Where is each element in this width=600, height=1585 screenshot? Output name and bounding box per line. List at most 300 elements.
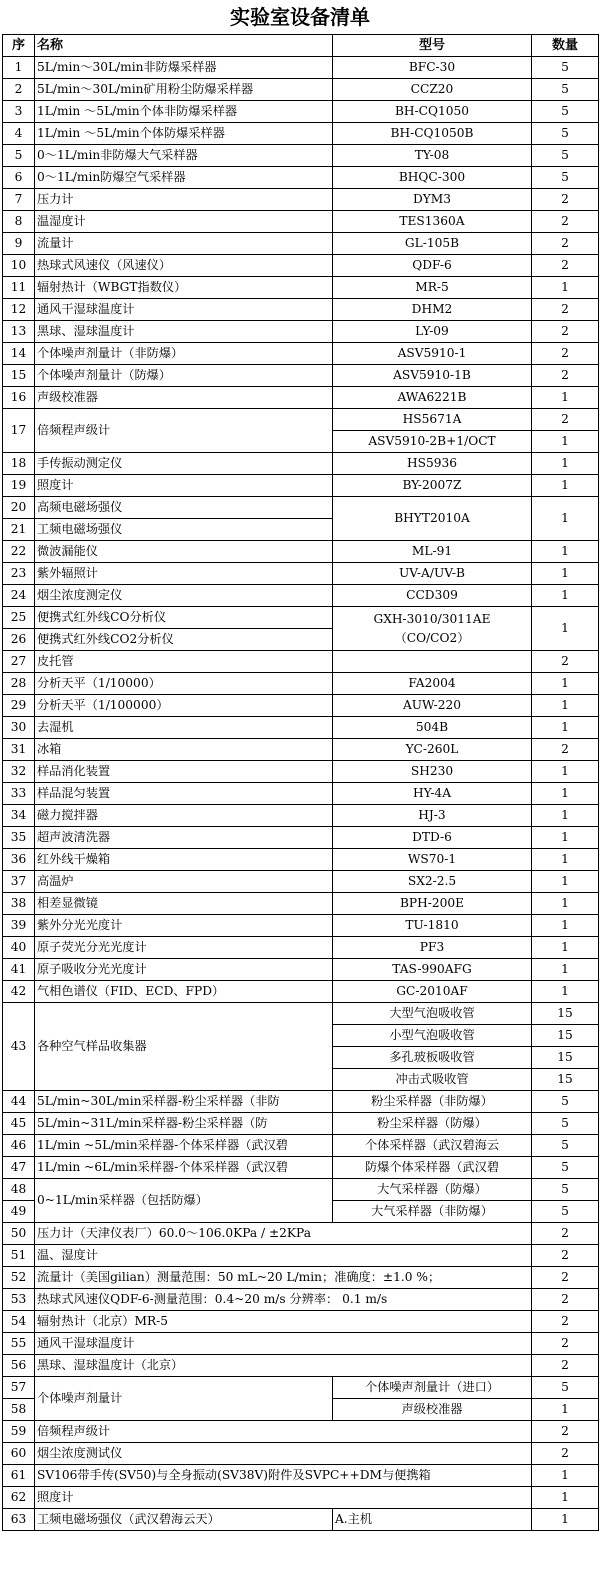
row-no: 10 xyxy=(3,255,35,277)
table-row xyxy=(3,739,599,761)
row-name: 流量计（美国gilian）测量范围：50 mL~20 L/min；准确度：±1.0 %； xyxy=(35,1267,532,1289)
table-row xyxy=(3,145,599,167)
table-row xyxy=(3,1421,599,1443)
table-row xyxy=(3,1289,599,1311)
row-qty: 2 xyxy=(532,1333,599,1355)
row-qty: 2 xyxy=(532,299,599,321)
row-model: UV-A/UV-B xyxy=(333,563,532,585)
row-qty: 15 xyxy=(532,1025,599,1047)
row-name: SV106带手传(SV50)与全身振动(SV38V)附件及SVPC++DM与便携箱 xyxy=(35,1465,532,1487)
table-row xyxy=(3,893,599,915)
row-model: 大型气泡吸收管 xyxy=(333,1003,532,1025)
row-qty: 2 xyxy=(532,1311,599,1333)
table-row xyxy=(3,1113,599,1135)
row-model: QDF-6 xyxy=(333,255,532,277)
table-row xyxy=(3,1179,599,1201)
row-no: 22 xyxy=(3,541,35,563)
row-name: 紫外辐照计 xyxy=(35,563,333,585)
row-name: 原子荧光分光光度计 xyxy=(35,937,333,959)
table-row xyxy=(3,343,599,365)
row-qty: 5 xyxy=(532,101,599,123)
row-no: 59 xyxy=(3,1421,35,1443)
row-model: 多孔玻板吸收管 xyxy=(333,1047,532,1069)
row-qty: 1 xyxy=(532,717,599,739)
row-no: 37 xyxy=(3,871,35,893)
row-name: 高温炉 xyxy=(35,871,333,893)
row-name: 便携式红外线CO分析仪 xyxy=(35,607,333,629)
row-model: GC-2010AF xyxy=(333,981,532,1003)
row-qty: 5 xyxy=(532,79,599,101)
row-name: 通风干湿球温度计 xyxy=(35,299,333,321)
row-model: A.主机 xyxy=(333,1509,532,1531)
table-row xyxy=(3,123,599,145)
row-name: 0～1L/min非防爆大气采样器 xyxy=(35,145,333,167)
row-name: 皮托管 xyxy=(35,651,333,673)
row-no: 49 xyxy=(3,1201,35,1223)
row-qty: 1 xyxy=(532,893,599,915)
table-row xyxy=(3,1135,599,1157)
row-name: 声级校准器 xyxy=(35,387,333,409)
row-name: 压力计 xyxy=(35,189,333,211)
row-model: 粉尘采样器（防爆） xyxy=(333,1113,532,1135)
row-name: 样品消化装置 xyxy=(35,761,333,783)
row-no: 53 xyxy=(3,1289,35,1311)
row-name: 超声波清洗器 xyxy=(35,827,333,849)
table-row xyxy=(3,563,599,585)
row-name: 紫外分光光度计 xyxy=(35,915,333,937)
row-no: 48 xyxy=(3,1179,35,1201)
row-qty: 1 xyxy=(532,915,599,937)
row-name: 1L/min ～5L/min个体非防爆采样器 xyxy=(35,101,333,123)
row-qty: 1 xyxy=(532,1399,599,1421)
row-qty: 5 xyxy=(532,1179,599,1201)
row-no: 44 xyxy=(3,1091,35,1113)
row-model: MR-5 xyxy=(333,277,532,299)
row-no: 26 xyxy=(3,629,35,651)
row-no: 23 xyxy=(3,563,35,585)
row-model: ASV5910-1 xyxy=(333,343,532,365)
table-row xyxy=(3,365,599,387)
table-row xyxy=(3,255,599,277)
row-qty: 1 xyxy=(532,607,599,651)
row-qty: 1 xyxy=(532,673,599,695)
row-no: 52 xyxy=(3,1267,35,1289)
row-qty: 5 xyxy=(532,1377,599,1399)
table-row xyxy=(3,1487,599,1509)
row-no: 51 xyxy=(3,1245,35,1267)
row-no: 43 xyxy=(3,1003,35,1091)
row-qty: 2 xyxy=(532,1223,599,1245)
row-qty: 2 xyxy=(532,1289,599,1311)
row-qty: 2 xyxy=(532,189,599,211)
table-row xyxy=(3,79,599,101)
table-row xyxy=(3,827,599,849)
row-model: 粉尘采样器（非防爆） xyxy=(333,1091,532,1113)
row-no: 62 xyxy=(3,1487,35,1509)
row-qty: 1 xyxy=(532,475,599,497)
row-no: 39 xyxy=(3,915,35,937)
table-row xyxy=(3,585,599,607)
row-no: 35 xyxy=(3,827,35,849)
row-qty: 1 xyxy=(532,827,599,849)
row-name: 黑球、湿球温度计 xyxy=(35,321,333,343)
row-model: DHM2 xyxy=(333,299,532,321)
row-no: 33 xyxy=(3,783,35,805)
row-model: 504B xyxy=(333,717,532,739)
row-name: 照度计 xyxy=(35,475,333,497)
row-model: 个体采样器（武汉碧海云 xyxy=(333,1135,532,1157)
row-qty: 2 xyxy=(532,211,599,233)
table-row xyxy=(3,1267,599,1289)
row-model: 个体噪声剂量计（进口） xyxy=(333,1377,532,1399)
row-no: 50 xyxy=(3,1223,35,1245)
row-name: 分析天平（1/10000） xyxy=(35,673,333,695)
row-qty: 2 xyxy=(532,233,599,255)
row-no: 31 xyxy=(3,739,35,761)
row-no: 29 xyxy=(3,695,35,717)
row-no: 40 xyxy=(3,937,35,959)
table-row xyxy=(3,541,599,563)
table-row xyxy=(3,1443,599,1465)
row-name: 辐射热计（WBGT指数仪） xyxy=(35,277,333,299)
row-model: SH230 xyxy=(333,761,532,783)
table-row xyxy=(3,1223,599,1245)
row-no: 14 xyxy=(3,343,35,365)
table-row xyxy=(3,761,599,783)
row-no: 17 xyxy=(3,409,35,453)
table-row xyxy=(3,959,599,981)
row-name: 便携式红外线CO2分析仪 xyxy=(35,629,333,651)
row-qty: 1 xyxy=(532,937,599,959)
row-no: 38 xyxy=(3,893,35,915)
row-name: 冰箱 xyxy=(35,739,333,761)
row-name: 1L/min ~6L/min采样器-个体采样器（武汉碧 xyxy=(35,1157,333,1179)
row-name: 去湿机 xyxy=(35,717,333,739)
row-model: BY-2007Z xyxy=(333,475,532,497)
row-no: 60 xyxy=(3,1443,35,1465)
table-row xyxy=(3,233,599,255)
table-row xyxy=(3,871,599,893)
row-qty: 1 xyxy=(532,1465,599,1487)
table-row xyxy=(3,1355,599,1377)
row-name: 微波漏能仪 xyxy=(35,541,333,563)
row-model: TY-08 xyxy=(333,145,532,167)
row-name: 分析天平（1/100000） xyxy=(35,695,333,717)
table-row xyxy=(3,783,599,805)
row-no: 56 xyxy=(3,1355,35,1377)
row-no: 19 xyxy=(3,475,35,497)
row-no: 5 xyxy=(3,145,35,167)
row-no: 42 xyxy=(3,981,35,1003)
row-model: SX2-2.5 xyxy=(333,871,532,893)
row-name: 个体噪声剂量计（非防爆） xyxy=(35,343,333,365)
row-qty: 1 xyxy=(532,541,599,563)
row-model: 冲击式吸收管 xyxy=(333,1069,532,1091)
row-name: 照度计 xyxy=(35,1487,532,1509)
row-qty: 5 xyxy=(532,123,599,145)
row-qty: 1 xyxy=(532,1509,599,1531)
row-no: 15 xyxy=(3,365,35,387)
row-qty: 2 xyxy=(532,1443,599,1465)
table-row xyxy=(3,849,599,871)
row-qty: 2 xyxy=(532,409,599,431)
row-no: 45 xyxy=(3,1113,35,1135)
header-model: 型号 xyxy=(333,35,532,57)
row-model-line: （CO/CO2） xyxy=(394,630,470,645)
row-no: 7 xyxy=(3,189,35,211)
row-no: 20 xyxy=(3,497,35,519)
row-qty: 1 xyxy=(532,277,599,299)
row-name: 5L/min～30L/min非防爆采样器 xyxy=(35,57,333,79)
row-qty: 5 xyxy=(532,1091,599,1113)
row-qty: 5 xyxy=(532,167,599,189)
row-model: HS5671A xyxy=(333,409,532,431)
row-qty: 5 xyxy=(532,145,599,167)
table-row xyxy=(3,1003,599,1025)
table-row xyxy=(3,1157,599,1179)
row-no: 30 xyxy=(3,717,35,739)
row-no: 3 xyxy=(3,101,35,123)
row-name: 流量计 xyxy=(35,233,333,255)
row-name: 个体噪声剂量计 xyxy=(35,1377,333,1421)
table-row xyxy=(3,1091,599,1113)
row-name: 0~1L/min采样器（包括防爆） xyxy=(35,1179,333,1223)
row-model xyxy=(333,651,532,673)
row-qty: 5 xyxy=(532,1113,599,1135)
row-no: 24 xyxy=(3,585,35,607)
row-no: 18 xyxy=(3,453,35,475)
table-row xyxy=(3,673,599,695)
row-model: HS5936 xyxy=(333,453,532,475)
row-qty: 2 xyxy=(532,1267,599,1289)
row-qty: 2 xyxy=(532,343,599,365)
table-row xyxy=(3,607,599,629)
table-row xyxy=(3,101,599,123)
row-no: 46 xyxy=(3,1135,35,1157)
row-no: 9 xyxy=(3,233,35,255)
row-model: TU-1810 xyxy=(333,915,532,937)
table-row xyxy=(3,1311,599,1333)
table-row xyxy=(3,299,599,321)
row-no: 58 xyxy=(3,1399,35,1421)
row-model: BH-CQ1050B xyxy=(333,123,532,145)
row-no: 63 xyxy=(3,1509,35,1531)
table-row xyxy=(3,1377,599,1399)
row-no: 6 xyxy=(3,167,35,189)
row-name: 磁力搅拌器 xyxy=(35,805,333,827)
row-qty: 2 xyxy=(532,1355,599,1377)
table-row xyxy=(3,321,599,343)
row-model: BH-CQ1050 xyxy=(333,101,532,123)
header-qty: 数量 xyxy=(532,35,599,57)
row-qty: 5 xyxy=(532,1135,599,1157)
table-row xyxy=(3,189,599,211)
row-no: 8 xyxy=(3,211,35,233)
row-model: PF3 xyxy=(333,937,532,959)
row-model xyxy=(333,607,532,651)
row-model: BHYT2010A xyxy=(333,497,532,541)
row-qty: 1 xyxy=(532,783,599,805)
row-name: 1L/min ～5L/min个体防爆采样器 xyxy=(35,123,333,145)
row-qty: 1 xyxy=(532,871,599,893)
row-name: 热球式风速仪QDF-6-测量范围：0.4~20 m/s 分辨率： 0.1 m/s xyxy=(35,1289,532,1311)
row-name: 5L/min~30L/min采样器-粉尘采样器（非防 xyxy=(35,1091,333,1113)
row-name: 热球式风速仪（风速仪） xyxy=(35,255,333,277)
row-qty: 5 xyxy=(532,57,599,79)
row-no: 16 xyxy=(3,387,35,409)
row-no: 34 xyxy=(3,805,35,827)
table-row xyxy=(3,651,599,673)
row-no: 11 xyxy=(3,277,35,299)
row-no: 27 xyxy=(3,651,35,673)
row-qty: 2 xyxy=(532,365,599,387)
row-no: 13 xyxy=(3,321,35,343)
table-row xyxy=(3,937,599,959)
row-no: 57 xyxy=(3,1377,35,1399)
row-model: WS70-1 xyxy=(333,849,532,871)
row-no: 55 xyxy=(3,1333,35,1355)
row-model: CCD309 xyxy=(333,585,532,607)
row-model: AWA6221B xyxy=(333,387,532,409)
row-qty: 5 xyxy=(532,1157,599,1179)
row-model: DYM3 xyxy=(333,189,532,211)
row-model: 大气采样器（非防爆） xyxy=(333,1201,532,1223)
row-model: AUW-220 xyxy=(333,695,532,717)
row-name: 倍频程声级计 xyxy=(35,1421,532,1443)
row-model: ASV5910-1B xyxy=(333,365,532,387)
row-qty: 2 xyxy=(532,651,599,673)
row-model: 大气采样器（防爆） xyxy=(333,1179,532,1201)
row-model: BHQC-300 xyxy=(333,167,532,189)
row-qty: 2 xyxy=(532,1245,599,1267)
row-no: 25 xyxy=(3,607,35,629)
row-model: TAS-990AFG xyxy=(333,959,532,981)
row-no: 21 xyxy=(3,519,35,541)
table-row xyxy=(3,1509,599,1531)
row-name: 通风干湿球温度计 xyxy=(35,1333,532,1355)
row-name: 1L/min ~5L/min采样器-个体采样器（武汉碧 xyxy=(35,1135,333,1157)
table-row xyxy=(3,717,599,739)
row-name: 高频电磁场强仪 xyxy=(35,497,333,519)
row-name: 手传振动测定仪 xyxy=(35,453,333,475)
row-no: 41 xyxy=(3,959,35,981)
row-qty: 1 xyxy=(532,805,599,827)
table-row xyxy=(3,475,599,497)
table-row xyxy=(3,981,599,1003)
row-name: 红外线干燥箱 xyxy=(35,849,333,871)
row-name: 5L/min～30L/min矿用粉尘防爆采样器 xyxy=(35,79,333,101)
row-qty: 1 xyxy=(532,981,599,1003)
row-qty: 1 xyxy=(532,453,599,475)
header-no: 序 xyxy=(3,35,35,57)
table-row xyxy=(3,915,599,937)
row-model: BFC-30 xyxy=(333,57,532,79)
table-row xyxy=(3,387,599,409)
row-no: 61 xyxy=(3,1465,35,1487)
row-qty: 1 xyxy=(532,585,599,607)
row-name: 温湿度计 xyxy=(35,211,333,233)
row-model: ML-91 xyxy=(333,541,532,563)
row-no: 4 xyxy=(3,123,35,145)
table-row xyxy=(3,805,599,827)
row-model: HJ-3 xyxy=(333,805,532,827)
row-qty: 1 xyxy=(532,563,599,585)
row-no: 54 xyxy=(3,1311,35,1333)
row-qty: 2 xyxy=(532,739,599,761)
row-qty: 1 xyxy=(532,959,599,981)
row-name: 5L/min~31L/min采样器-粉尘采样器（防 xyxy=(35,1113,333,1135)
row-qty: 1 xyxy=(532,761,599,783)
row-model: YC-260L xyxy=(333,739,532,761)
row-no: 28 xyxy=(3,673,35,695)
row-no: 36 xyxy=(3,849,35,871)
row-no: 12 xyxy=(3,299,35,321)
row-name: 烟尘浓度测试仪 xyxy=(35,1443,532,1465)
row-name: 烟尘浓度测定仪 xyxy=(35,585,333,607)
row-qty: 1 xyxy=(532,387,599,409)
table-row xyxy=(3,211,599,233)
row-qty: 15 xyxy=(532,1069,599,1091)
table-row xyxy=(3,1245,599,1267)
row-qty: 15 xyxy=(532,1047,599,1069)
row-name: 工频电磁场强仪 xyxy=(35,519,333,541)
row-qty: 1 xyxy=(532,849,599,871)
table-row xyxy=(3,1333,599,1355)
table-row xyxy=(3,167,599,189)
row-no: 47 xyxy=(3,1157,35,1179)
row-model: 防爆个体采样器（武汉碧 xyxy=(333,1157,532,1179)
row-model: DTD-6 xyxy=(333,827,532,849)
row-no: 1 xyxy=(3,57,35,79)
row-name: 压力计（天津仪表厂）60.0～106.0KPa / ±2KPa xyxy=(35,1223,532,1245)
table-row xyxy=(3,1465,599,1487)
row-name: 温、湿度计 xyxy=(35,1245,532,1267)
table-row xyxy=(3,453,599,475)
row-qty: 1 xyxy=(532,695,599,717)
row-name: 工频电磁场强仪（武汉碧海云天） xyxy=(35,1509,333,1531)
row-name: 样品混匀装置 xyxy=(35,783,333,805)
equipment-table xyxy=(2,34,599,1531)
row-model: ASV5910-2B+1/OCT xyxy=(333,431,532,453)
row-qty: 1 xyxy=(532,497,599,541)
row-model: 小型气泡吸收管 xyxy=(333,1025,532,1047)
row-model: TES1360A xyxy=(333,211,532,233)
row-model: HY-4A xyxy=(333,783,532,805)
row-name: 个体噪声剂量计（防爆） xyxy=(35,365,333,387)
header-name: 名称 xyxy=(35,35,333,57)
table-row xyxy=(3,695,599,717)
row-model: 声级校准器 xyxy=(333,1399,532,1421)
row-name: 相差显微镜 xyxy=(35,893,333,915)
row-model: CCZ20 xyxy=(333,79,532,101)
row-no: 2 xyxy=(3,79,35,101)
row-qty: 2 xyxy=(532,255,599,277)
row-model: LY-09 xyxy=(333,321,532,343)
row-model: FA2004 xyxy=(333,673,532,695)
row-qty: 2 xyxy=(532,321,599,343)
table-row xyxy=(3,57,599,79)
row-name: 倍频程声级计 xyxy=(35,409,333,453)
row-no: 32 xyxy=(3,761,35,783)
row-model: BPH-200E xyxy=(333,893,532,915)
row-qty: 15 xyxy=(532,1003,599,1025)
row-qty: 2 xyxy=(532,1421,599,1443)
row-name: 各种空气样品收集器 xyxy=(35,1003,333,1091)
row-name: 黑球、湿球温度计（北京） xyxy=(35,1355,532,1377)
row-name: 辐射热计（北京）MR-5 xyxy=(35,1311,532,1333)
row-qty: 5 xyxy=(532,1201,599,1223)
row-name: 0～1L/min防爆空气采样器 xyxy=(35,167,333,189)
